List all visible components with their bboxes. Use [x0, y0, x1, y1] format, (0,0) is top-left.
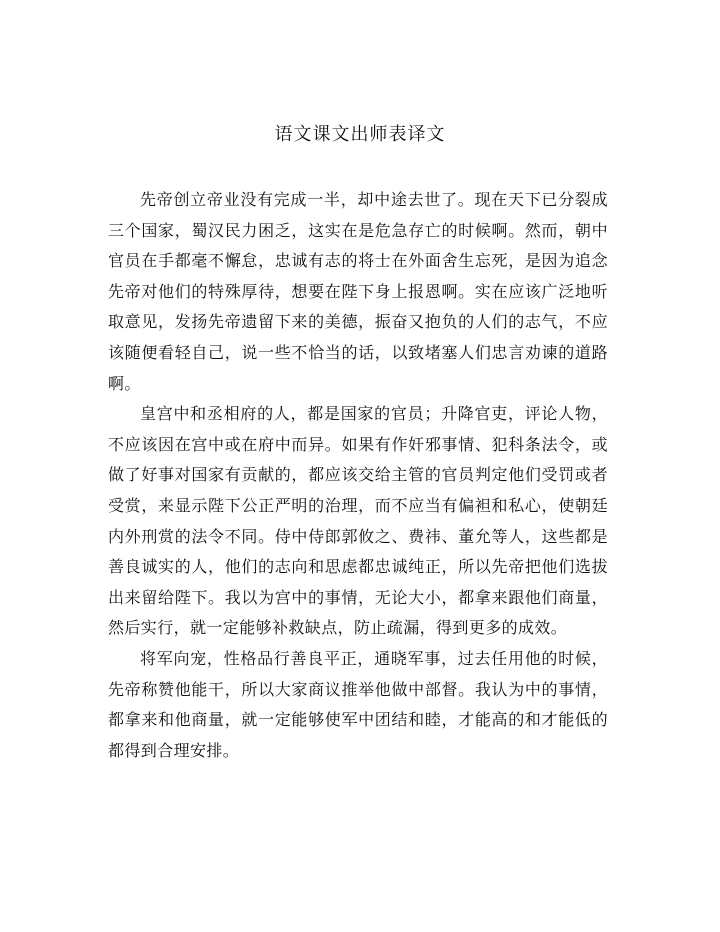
paragraph: 皇宫中和丞相府的人，都是国家的官员；升降官吏，评论人物，不应该因在宫中或在府中而异。如果有作奸邪事情、犯科条法令，或做了好事对国家有贡献的，都应该交给主管的官员判定他们受罚或者受赏，来显示陛下公正严明的治理，而不应当有偏袒和私心，使朝廷内外刑赏的法令不同。侍中侍郎郭攸之、费祎、董允等人，这些都是善良诚实的人，他们的志向和思虑都忠诚纯正，所以先帝把他们选拔出来留给陛下。我以为宫中的事情，无论大小，都拿来跟他们商量，然后实行，就一定能够补救缺点，防止疏漏，得到更多的成效。 — [108, 404, 608, 638]
paragraph: 先帝创立帝业没有完成一半，却中途去世了。现在天下已分裂成三个国家，蜀汉民力困乏，这实在是危急存亡的时候啊。然而，朝中官员在手都毫不懈怠，忠诚有志的将士在外面舍生忘死，是因为追念先帝对他们的特殊厚待，想要在陛下身上报恩啊。实在应该广泛地听取意见，发扬先帝遗留下来的美德，振奋又抱负的人们的志气，不应该随便看轻自己，说一些不恰当的话，以致堵塞人们忠言劝谏的道路啊。 — [108, 190, 608, 393]
paragraph: 将军向宠，性格品行善良平正，通晓军事，过去任用他的时候，先帝称赞他能干，所以大家商议推举他做中部督。我认为中的事情，都拿来和他商量，就一定能够使军中团结和睦，才能高的和才能低的都得到合理安排。 — [108, 648, 608, 760]
page-title: 语文课文出师表译文 — [274, 124, 446, 145]
document-body — [108, 185, 608, 766]
